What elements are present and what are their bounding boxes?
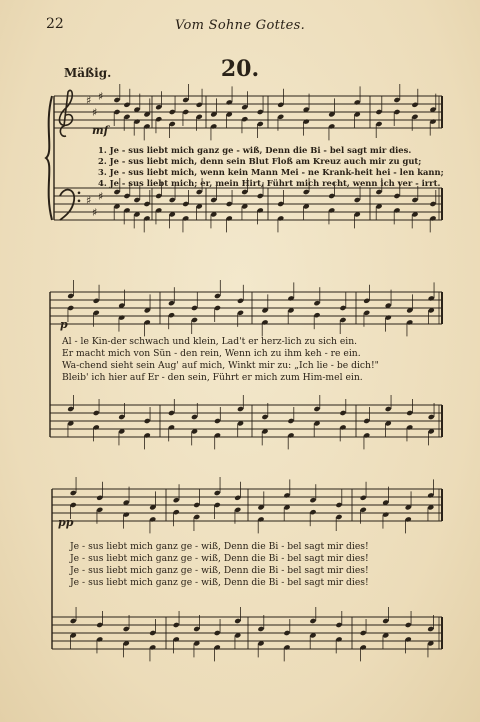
verse-line: 3. Je - sus liebt mich, wenn kein Mann Mei - ne Krank-heit hei - len kann; xyxy=(98,167,444,177)
bass-clef-dot xyxy=(78,192,81,195)
verse-line: Je - sus liebt mich ganz ge - wiß, Denn die Bi - bel sagt mir dies! xyxy=(70,565,369,576)
treble-clef-icon xyxy=(59,90,72,136)
verse-line: 1. Je - sus liebt mich ganz ge - wiß, Denn die Bi - bel sagt mir dies. xyxy=(98,145,412,155)
verse-line: Wa-chend sieht sein Aug' auf mich, Winkt mir zu: „Ich lie - be dich!" xyxy=(62,360,379,371)
system-1-verses xyxy=(98,145,444,189)
verse-line: Je - sus liebt mich ganz ge - wiß, Denn die Bi - bel sagt mir dies! xyxy=(70,541,369,552)
verse-line: Je - sus liebt mich ganz ge - wiß, Denn die Bi - bel sagt mir dies! xyxy=(70,577,369,588)
verse-line: Al - le Kin-der schwach und klein, Lad't er herz-lich zu sich ein. xyxy=(62,336,358,347)
system-2-verses xyxy=(62,336,379,384)
verse-line: 4. Je - sus liebt mich; er, mein Hirt, Führt mich recht, wenn ich ver - irrt. xyxy=(98,178,441,188)
system-brace xyxy=(46,96,52,220)
verse-line: Je - sus liebt mich ganz ge - wiß, Denn die Bi - bel sagt mir dies! xyxy=(70,553,369,564)
dynamic-mf: mf xyxy=(92,124,109,137)
system-3-verses xyxy=(70,541,369,589)
sharp-sign: ♯ xyxy=(86,94,92,107)
sharp-sign: ♯ xyxy=(92,106,98,119)
running-head: Vom Sohne Gottes. xyxy=(174,18,306,33)
verse-line: Er macht mich von Sün - den rein, Wenn ich zu ihm keh - re ein. xyxy=(62,348,361,359)
sharp-sign: ♯ xyxy=(92,206,98,219)
verse-line: 2. Je - sus liebt mich, denn sein Blut Floß am Kreuz auch mir zu gut; xyxy=(98,156,422,166)
sharp-sign: ♯ xyxy=(98,90,104,103)
verse-line: Bleib' ich hier auf Er - den sein, Führt er mich zum Him-mel ein. xyxy=(62,372,363,383)
page-number: 22 xyxy=(46,16,64,32)
bass-clef-dot xyxy=(78,200,81,203)
dynamic-p: p xyxy=(60,318,68,331)
tempo-marking: Mäßig. xyxy=(64,66,112,80)
bass-clef-icon xyxy=(60,190,74,220)
sharp-sign: ♯ xyxy=(86,194,92,207)
dynamic-pp: pp xyxy=(58,516,74,529)
sharp-sign: ♯ xyxy=(98,190,104,203)
hymn-number: 20. xyxy=(220,56,260,82)
